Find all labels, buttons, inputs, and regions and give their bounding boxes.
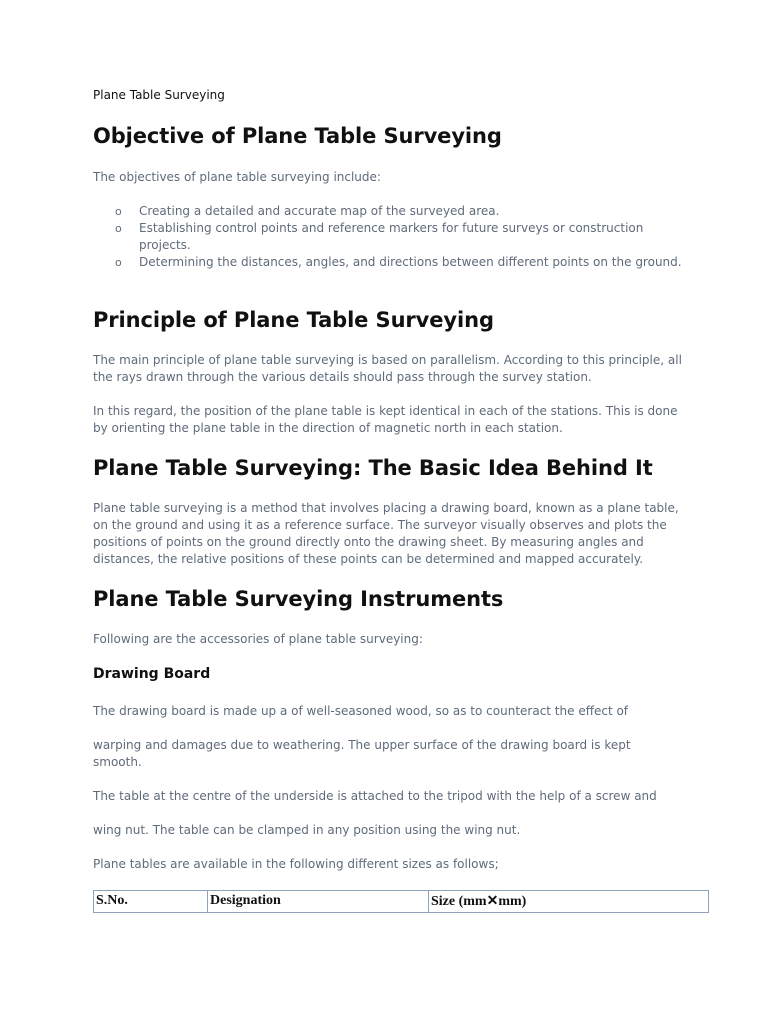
- list-item: [93, 203, 683, 220]
- heading-basic-idea: Plane Table Surveying: The Basic Idea Behind It: [93, 456, 653, 480]
- drawing-board-paragraph-2: warping and damages due to weathering. The upper surface of the drawing board is kept smooth.: [93, 738, 631, 769]
- heading-instruments: Plane Table Surveying Instruments: [93, 587, 504, 611]
- list-item-text: Creating a detailed and accurate map of the surveyed area.: [139, 204, 500, 218]
- table-header-designation: Designation: [208, 891, 429, 913]
- heading-objective: Objective of Plane Table Surveying: [93, 124, 502, 148]
- list-item-text: Determining the distances, angles, and directions between different points on the ground.: [139, 255, 682, 269]
- bullet-marker: o: [115, 222, 122, 235]
- drawing-board-paragraph-5: Plane tables are available in the following different sizes as follows;: [93, 857, 499, 871]
- table-header-size: Size (mm✕mm): [429, 891, 709, 913]
- basic-idea-paragraph: Plane table surveying is a method that involves placing a drawing board, known as a plane table, on the ground and using it as a reference surface. The surveyor visually observes and plots the positions of points on the ground directly onto the drawing sheet. By measuring angles and distances, the relative positions of these points can be determined and mapped accurately.: [93, 501, 679, 566]
- principle-paragraph-2: In this regard, the position of the plane table is kept identical in each of the stations. This is done by orienting the plane table in the direction of magnetic north in each station.: [93, 404, 678, 435]
- principle-paragraph-1: The main principle of plane table surveying is based on parallelism. According to this principle, all the rays drawn through the various details should pass through the survey station.: [93, 353, 682, 384]
- document-title: Plane Table Surveying: [93, 88, 225, 102]
- table-header-sno: S.No.: [94, 891, 208, 913]
- drawing-board-paragraph-3: The table at the centre of the underside is attached to the tripod with the help of a screw and: [93, 789, 657, 803]
- heading-drawing-board: Drawing Board: [93, 666, 211, 682]
- list-item: [93, 220, 683, 254]
- heading-principle: Principle of Plane Table Surveying: [93, 308, 494, 332]
- table-header-row: [94, 891, 709, 913]
- objective-bullet-list: [93, 203, 683, 271]
- objective-intro: The objectives of plane table surveying include:: [93, 170, 381, 184]
- bullet-marker: o: [115, 256, 122, 269]
- instruments-intro: Following are the accessories of plane table surveying:: [93, 632, 423, 646]
- plane-table-sizes-table: [93, 890, 709, 913]
- list-item: [93, 254, 683, 271]
- drawing-board-paragraph-4: wing nut. The table can be clamped in any position using the wing nut.: [93, 823, 521, 837]
- list-item-text: Establishing control points and reference markers for future surveys or construction projects.: [139, 221, 644, 252]
- drawing-board-paragraph-1: The drawing board is made up a of well-seasoned wood, so as to counteract the effect of: [93, 704, 629, 718]
- bullet-marker: o: [115, 205, 122, 218]
